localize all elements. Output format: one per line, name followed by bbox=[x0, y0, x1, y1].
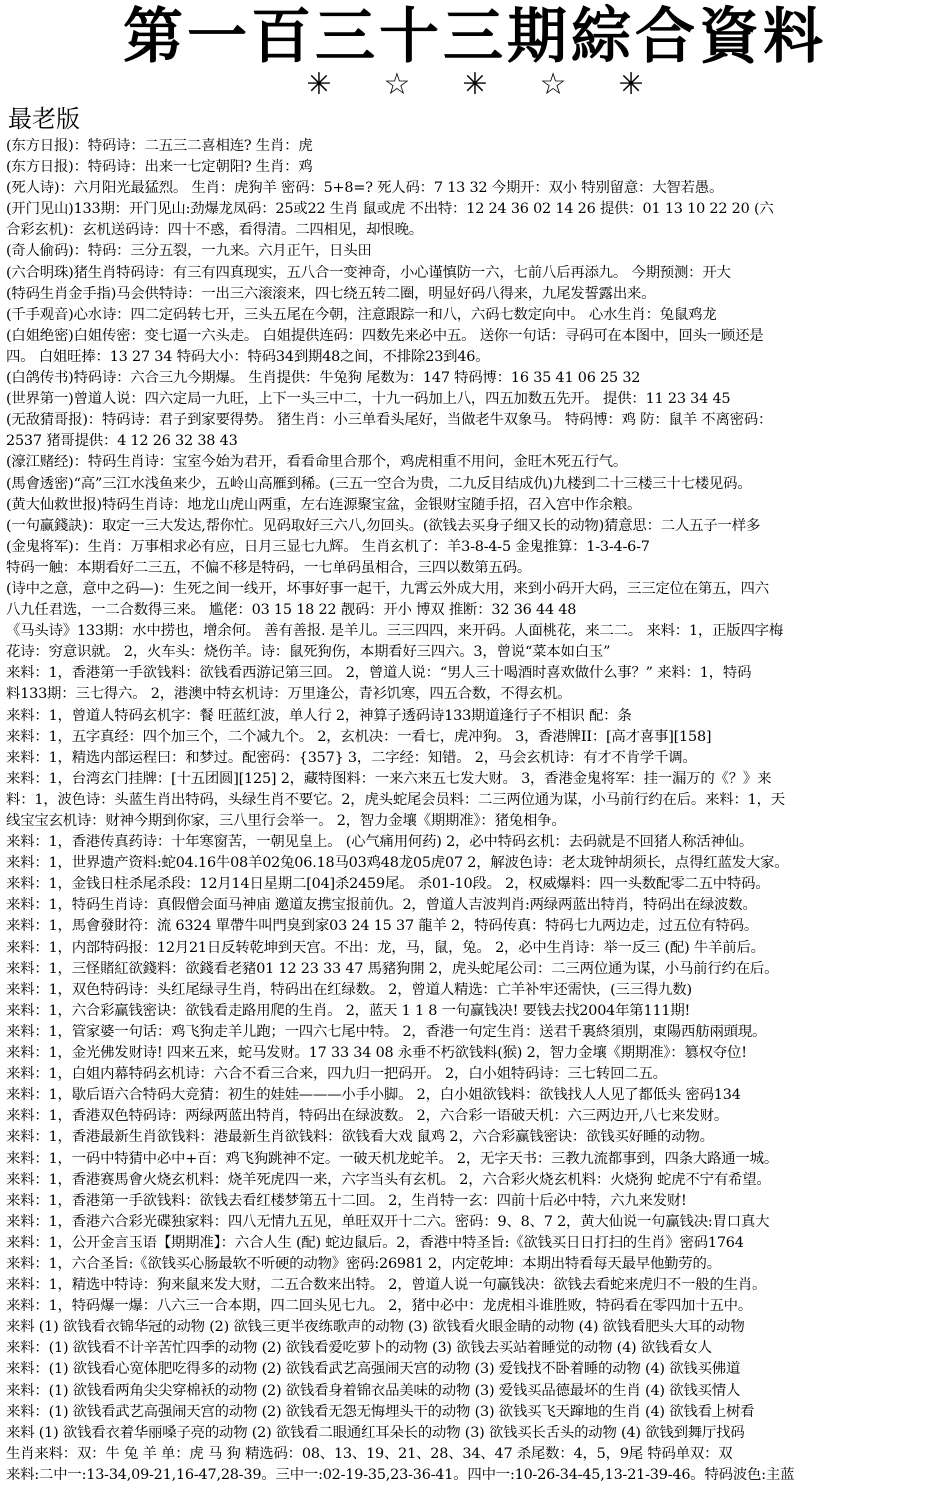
text-line: 来料：1，馬會發財符：流 6324 單帶牛叫門臭到家03 24 15 37 龍羊 2，特码传真：特码七九两边走，过五位有特码。 bbox=[6, 918, 759, 935]
text-line: (世界第一)曾道人说：四六定局一九旺，上下一头三中二，十九一码加上八，四五加数五先开。 提供：11 23 34 45 bbox=[6, 391, 731, 408]
text-line: (馬會透密)“高”三江水浅鱼来少，五岭山高雁到稀。(三五一空合为贵，二九反目结成仇)九楼到二十三楼三十七楼见码。 bbox=[6, 475, 752, 492]
star-ornament-row bbox=[0, 68, 950, 102]
text-line: (东方日报)：特码诗：二五三二喜相连? 生肖：虎 bbox=[6, 138, 313, 154]
text-line: (六合明珠)猪生肖特码诗：有三有四真现实，五八合一变神奇，小心谨慎防一六，七前八后再添九。 今期预测：开大 bbox=[6, 264, 731, 281]
outline-star-icon: ☆ bbox=[383, 67, 411, 102]
text-line: 来料：1，精选中特诗：狗来鼠来发大财，二五合数来出特。 2，曾道人说一句赢钱决：欲钱去看蛇来虎归不一般的生肖。 bbox=[6, 1277, 767, 1294]
text-line: 线宝宝玄机诗：财神今期到你家，三八里行会举一。 2，智力金壤《期期准》：猪兔相争。 bbox=[6, 813, 566, 829]
outline-star-icon: ☆ bbox=[539, 67, 567, 102]
text-line: 来料 (1) 欲钱看衣着华丽嗓子亮的动物 (2) 欲钱看二眼通红耳朵长的动物 (3) 欲钱买长舌头的动物 (4) 欲钱到舞厅找码 bbox=[6, 1424, 745, 1441]
text-line: 来料：1，公开金言玉语【期期准】：六合人生 (配) 蛇边鼠后。2，香港中特圣旨:《欲钱买日日打扫的生肖》密码1764 bbox=[6, 1234, 744, 1251]
text-line: (白姐绝密)白姐传密：变七逼一六头走。 白姐提供连码：四数先来必中五。 送你一句话：寻码可在本图中，回头一顾还是 bbox=[6, 327, 764, 344]
text-line: 来料：1，香港传真药诗：十年寒窗苦，一朝见皇上。 (心气痛用何药) 2，必中特码玄机：去码就是不回猪人称活神仙。 bbox=[6, 834, 754, 851]
text-line: 来料：(1) 欲钱看不计辛苦忙四季的动物 (2) 欲钱看爱吃萝卜的动物 (3) 欲钱去买站着睡觉的动物 (4) 欲钱看女人 bbox=[6, 1340, 712, 1357]
text-line: 来料：1，金光佛发财诗! 四来五来，蛇马发财。17 33 34 08 永垂不朽欲钱料(猴) 2，智力金壤《期期准》：篡权夺位! bbox=[6, 1045, 747, 1062]
text-line: 料133期：三七得六。 2，港澳中特玄机诗：万里逢公，青衫饥寒，四五合数，不得玄机。 bbox=[6, 686, 572, 703]
text-line: 来料：(1) 欲钱看两角尖尖穿棉袄的动物 (2) 欲钱看身着锦衣品美味的动物 (3) 爱钱买品德最坏的生肖 (4) 欲钱买情人 bbox=[6, 1382, 741, 1399]
text-line: (死人诗)：六月阳光最猛烈。 生肖：虎狗羊 密码：5+8=? 死人码：7 13 32 今期开：双小 特别留意：大智若愚。 bbox=[6, 180, 724, 197]
text-line: 来料：1，香港第一手欲钱料：欲钱去看红楼梦第五十二回。 2，生肖特一玄：四前十后必中特，六九来发财! bbox=[6, 1192, 687, 1209]
text-line: 花诗：穷意识就。 2，火车头：烧伤羊。诗：鼠死狗伤，本期看好三四六。3，曾说“菜本如白玉” bbox=[6, 644, 611, 661]
text-line: 合彩玄机)：玄机送码诗：四十不惑，看得清。二四相见，却恨晚。 bbox=[6, 222, 423, 239]
text-line: 料：1，波色诗：头蓝生肖出特码，头绿生肖不要它。2，虎头蛇尾会员料：二三两位通为谋，小马前行约在后。来料：1，天 bbox=[6, 791, 785, 808]
asterisk-star-icon: ✳ bbox=[618, 67, 644, 102]
text-line: 来料：1，世界遗产资料:蛇04.16牛08羊02兔06.18马03鸡48龙05虎07 2，解波色诗：老太珑钟胡须长，点得红蓝发大家。 bbox=[6, 855, 789, 872]
text-line: 来料：1，特码爆一爆：八六三一合本期，四二回头见七九。 2，猪中必中：龙虎相斗谁胜败，特码看在零四加十五中。 bbox=[6, 1298, 753, 1315]
text-line: 来料:二中一:13-34,09-21,16-47,28-39。三中一:02-19-35,23-36-41。四中一:10-26-34-45,13-21-39-46。特码波色:主蓝 bbox=[6, 1466, 795, 1483]
text-line: 来料：1，内部特码报：12月21日反转乾坤到天宫。不出：龙，马，鼠，兔。 2，必中生肖诗：举一反三 (配) 牛羊前后。 bbox=[6, 939, 765, 956]
text-line: (特码生肖金手指)马会供特诗：一出三六滚滚来，四七绕五转二圈，明显好码八得来，九尾发誓露出来。 bbox=[6, 285, 656, 302]
edition-label: 最老版 bbox=[8, 105, 80, 133]
text-line: 来料 (1) 欲钱看衣锦华冠的动物 (2) 欲钱三更半夜练歌声的动物 (3) 欲钱看火眼金睛的动物 (4) 欲钱看肥头大耳的动物 bbox=[6, 1319, 745, 1336]
text-line: 来料：1，台湾玄门挂牌：[十五团圆][125] 2，藏特图料：一来六来五七发大财。 3，香港金鬼将军：挂一漏万的《？》来 bbox=[6, 770, 772, 787]
text-line: (诗中之意，意中之码—)：生死之间一线开，坏事好事一起干，九霄云外成大用，来到小码开大码，三三定位在第五，四六 bbox=[6, 580, 769, 597]
text-line: 来料：1，香港最新生肖欲钱料：港最新生肖欲钱料：欲钱看大戏 鼠鸡 2，六合彩赢钱密诀：欲钱买好睡的动物。 bbox=[6, 1129, 714, 1146]
text-line: 来料：1，五字真经：四个加三个，二个减九个。 2，玄机决：一看七，虎冲狗。 3，香港牌II：[高才喜事][158] bbox=[6, 728, 712, 745]
text-line: 来料：1，香港第一手欲钱料：欲钱看西游记第三回。 2，曾道人说：“男人三十喝酒时喜欢做什么事？” 来料：1，特码 bbox=[6, 665, 752, 682]
text-line: 来料：1，歇后语六合特码大竞猜：初生的娃娃———小手小脚。 2，白小姐欲钱料：欲钱找人人见了都低头 密码134 bbox=[6, 1087, 741, 1104]
document-title: 第一百三十三期綜合資料 bbox=[123, 2, 827, 72]
text-line: (东方日报)：特码诗：出来一七定朝阳? 生肖：鸡 bbox=[6, 159, 313, 176]
text-line: 来料：1，双色特码诗：头红尾绿寻生肖，特码出在红绿数。 2，曾道人精选：亡羊补牢还需快，(三三得九数) bbox=[6, 981, 692, 998]
text-line: 八九任君选，一二合数得三来。 尴佬：03 15 18 22 靓码：开小 博双 推断：32 36 44 48 bbox=[6, 602, 577, 619]
asterisk-star-icon: ✳ bbox=[462, 67, 488, 102]
text-line: 来料：1，管家婆一句话：鸡飞狗走羊儿跑；一四六七尾中特。 2，香港一句定生肖：送君千裏終須別，東陽西舫兩頭現。 bbox=[6, 1023, 767, 1040]
text-line: 《马头诗》133期：水中捞也，增余何。 善有善报. 是羊儿。三三四四，来开码。人面桃花，来二二。 来料：1，正版四字梅 bbox=[6, 623, 784, 640]
text-line: 来料：1，六合圣旨:《欲钱买心肠最软不听硬的动物》密码:26981 2，内定乾坤：本期出特看每天最早他勤劳的。 bbox=[6, 1255, 721, 1272]
text-line: 来料：1，金钱日柱杀尾杀段：12月14日星期二[04]杀2459尾。 杀01-10段。 2，权威爆料：四一头数配零二五中特码。 bbox=[6, 876, 770, 893]
text-line: 2537 猪哥提供：4 12 26 32 38 43 bbox=[6, 433, 238, 450]
text-line: (黄大仙救世报)特码生肖诗：地龙山虎山两重，左右连源聚宝盆，金银财宝随手招，召入宫中作余粮。 bbox=[6, 496, 642, 513]
text-line: 来料：1，白姐内幕特码玄机诗：六合不看三合来，四九归一把码开。 2，白小姐特码诗：三七转回二五。 bbox=[6, 1066, 667, 1083]
text-line: 来料：1，一码中特猜中必中+百：鸡飞狗跳神不定。一破天机龙蛇羊。 2，无字天书：三教九流都事到，四条大路通一城。 bbox=[6, 1150, 779, 1167]
text-line: (一句赢錢訣)：取定一三大发达,帮你忙。见码取好三六八,勿回头。(欲钱去买身子细又长的动物)猜意思：二人五子一样多 bbox=[6, 517, 761, 534]
text-line: (奇人偷码)：特码：三分五裂，一九来。六月正午，日头田 bbox=[6, 243, 372, 260]
text-line: 来料：1，六合彩赢钱密诀：欲钱看走路用爬的生肖。 2，蓝天 1 1 8 一句赢钱决! 要钱去找2004年第111期! bbox=[6, 1002, 691, 1019]
document-body bbox=[0, 134, 950, 1486]
text-line: 来料：(1) 欲钱看武艺高强闹天宫的动物 (2) 欲钱看无怨无悔埋头干的动物 (3) 欲钱买飞天蹿地的生肖 (4) 欲钱看上树看 bbox=[6, 1403, 755, 1420]
text-line: (白鸽传书)特码诗：六合三九今期爆。 生肖提供：牛兔狗 尾数为：147 特码博：16 35 41 06 25 32 bbox=[6, 370, 641, 387]
text-line: 生肖来料：双：牛 兔 羊 单：虎 马 狗 精选码：08、13、19、21、28、34、47 杀尾数：4，5，9尾 特码单双：双 bbox=[6, 1445, 733, 1462]
text-line: 来料：1，三怪賭紅欲錢料：欲錢看老豬01 12 23 33 47 馬豬狗開 2，虎头蛇尾公司：二三两位通为谋，小马前行约在后。 bbox=[6, 960, 779, 977]
text-line: 来料：1，香港双色特码诗：两绿两蓝出特肖，特码出在绿波数。 2，六合彩一语破天机：六三两边开,八七来发财。 bbox=[6, 1108, 729, 1125]
text-line: 来料：1，香港六合彩光碟独家料：四八无情九五见，单旺双开十二六。密码：9、8、7 2，黄大仙说一句赢钱决:胃口真大 bbox=[6, 1213, 770, 1230]
text-line: 来料：1，精选内部运程曰：和梦过。配密码：{357} 3，二字经：知错。 2，马会玄机诗：有才不肯学千调。 bbox=[6, 749, 697, 766]
asterisk-star-icon: ✳ bbox=[306, 67, 332, 102]
text-line: 特码一触：本期看好二三五，不偏不移是特码，一七单码虽相合，三四以数第五码。 bbox=[6, 559, 532, 576]
text-line: 来料：1，特码生肖诗：真假僧会面马神庙 邀道友携宝报前仇。2，曾道人吉波判肖:两绿两蓝出特肖，特码出在绿波数。 bbox=[6, 897, 757, 914]
text-line: (千手观音)心水诗：四二定码转七开，三头五尾在今朝，注意跟踪一和八，六码七数定向中。 心水生肖：兔鼠鸡龙 bbox=[6, 306, 717, 323]
text-line: 来料：(1) 欲钱看心宽体肥吃得多的动物 (2) 欲钱看武艺高强闹天宫的动物 (3) 爱钱找不卧着睡的动物 (4) 欲钱买佛道 bbox=[6, 1361, 741, 1378]
text-line: (金鬼将军)：生肖：万事相求必有应，日月三显七九辉。 生肖玄机了：羊3-8-4-5 金鬼推算：1-3-4-6-7 bbox=[6, 538, 650, 555]
text-line: 来料：1，香港赛馬會火烧玄机料：烧羊死虎四一来，六字当头有玄机。 2，六合彩火烧玄机料：火烧狗 蛇虎不宁有希望。 bbox=[6, 1171, 771, 1188]
text-line: (濠江赌经)：特码生肖诗：宝室今始为君开，看看命里合那个，鸡虎相重不用问，金旺木死五行气。 bbox=[6, 454, 628, 471]
text-line: 来料：1，曾道人特码玄机字：餐 旺蓝红波，单人行 2，神算子透码诗133期道逢行子不相识 配：条 bbox=[6, 707, 632, 724]
text-line: (开门见山)133期：开门见山:劲爆龙凤码：25或22 生肖 鼠或虎 不出特：12 24 36 02 14 26 提供：01 13 10 22 20 (六 bbox=[6, 201, 774, 218]
text-line: 四。 白姐旺捧：13 27 34 特码大小：特码34到期48之间，不排除23到46。 bbox=[6, 348, 490, 365]
text-line: (无敌猜哥报)：特码诗：君子到家要得势。 猪生肖：小三单看头尾好，当做老牛双象马。 特码博：鸡 防：鼠羊 不离密码： bbox=[6, 412, 773, 429]
